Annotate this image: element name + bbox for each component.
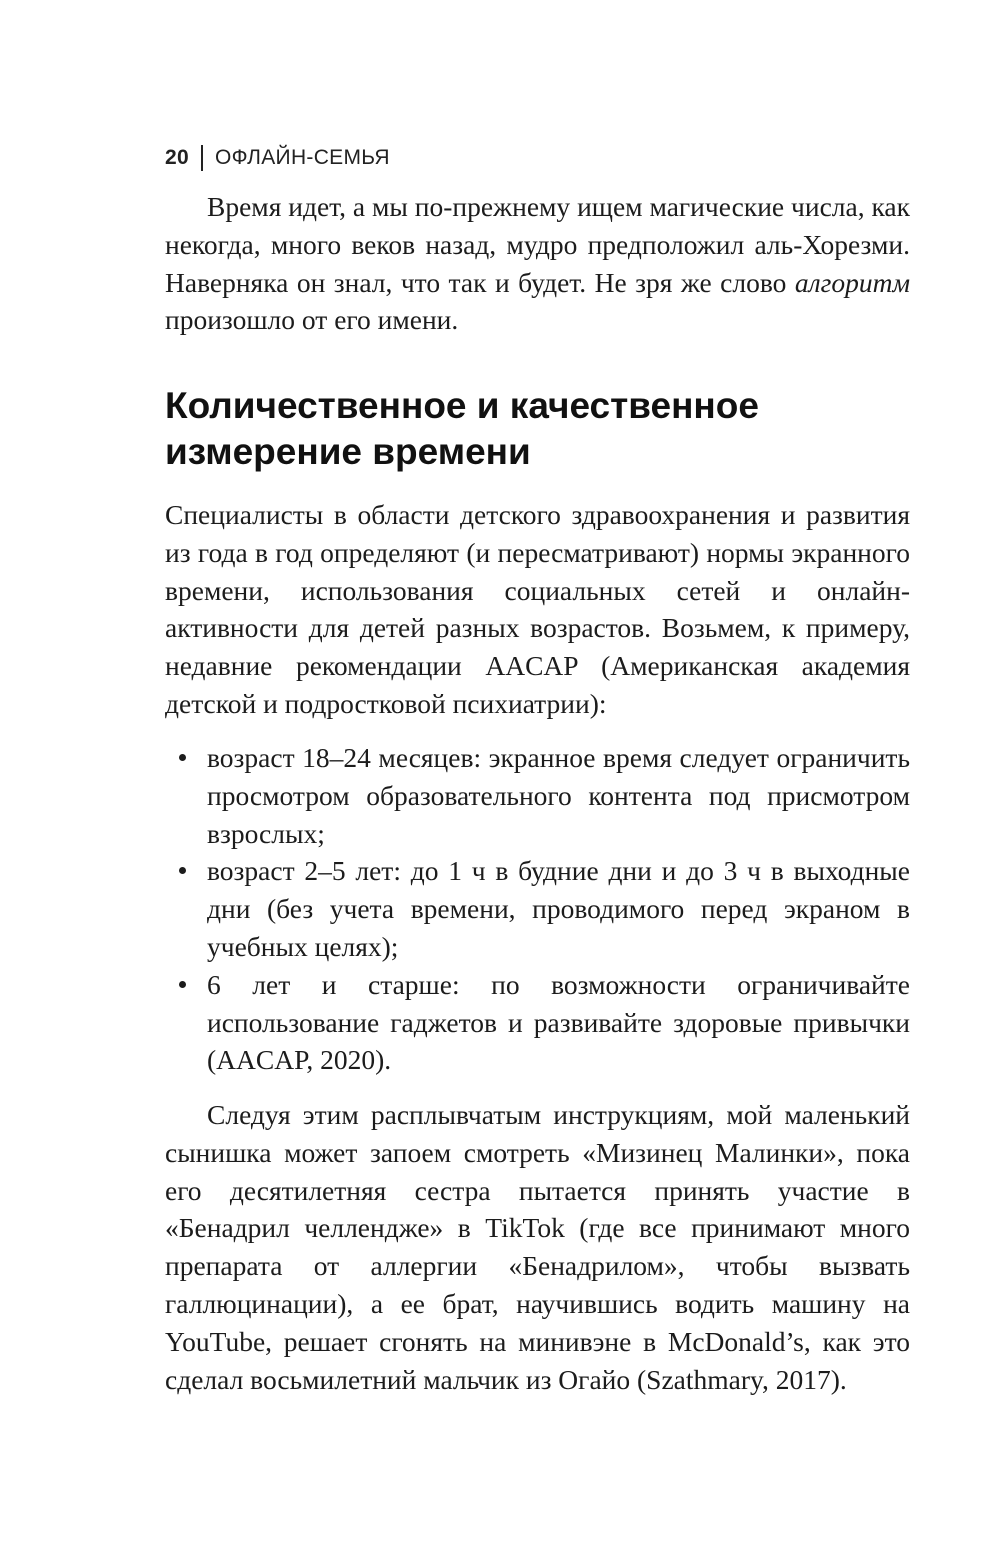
paragraph-intro-text-2: произошло от его имени. bbox=[165, 304, 459, 336]
bullet-icon bbox=[179, 981, 186, 988]
bullet-item bbox=[165, 739, 910, 852]
bullet-text: возраст 2–5 лет: до 1 ч в будние дни и до 3 ч в выходные дни (без учета времени, проводимого перед экраном в учебных целях); bbox=[207, 855, 910, 962]
bullet-text: 6 лет и старше: по возможности ограничивайте использование гаджетов и развивайте здоровые привычки (AACAP, 2020). bbox=[207, 968, 910, 1076]
section-heading-line-2: измерение времени bbox=[165, 431, 531, 472]
bullet-icon bbox=[179, 754, 186, 761]
paragraph-intro bbox=[165, 188, 910, 339]
paragraph-example bbox=[165, 1096, 910, 1398]
header-divider bbox=[201, 145, 203, 171]
paragraph-recommendations-text: Специалисты в области детского здравоохранения и развития из года в год определяют (и пересматривают) нормы экранного времени, использования социальных сетей и онлайн-активности для детей разных возрастов. Возьмем, к примеру, недавние рекомендации AACAP (Американская академия детской и подростковой психиатрии): bbox=[165, 499, 910, 719]
paragraph-intro-text-1: Время идет, а мы по-прежнему ищем магические числа, как некогда, много веков назад, мудро предположил аль-Хорезми. Наверняка он знал, что так и будет. Не зря же слово bbox=[165, 191, 910, 298]
bullet-text: возраст 18–24 месяцев: экранное время следует ограничить просмотром образовательного контента под присмотром взрослых; bbox=[207, 742, 910, 849]
paragraph-recommendations bbox=[165, 496, 910, 723]
section-heading-line-1: Количественное и качественное bbox=[165, 385, 759, 426]
page-number: 20 bbox=[165, 146, 189, 169]
running-head bbox=[165, 143, 390, 173]
italic-term: алгоритм bbox=[794, 266, 910, 298]
bullet-item bbox=[165, 966, 910, 1079]
paragraph-example-text: Следуя этим расплывчатым инструкциям, мой маленький сынишка может запоем смотреть «Мизинец Малинки», пока его десятилетняя сестра пытается принять участие в «Бенадрил челлендже» в TikTok (где все принимают много препарата от аллергии «Бенадрилом», чтобы вызвать галлюцинации), а ее брат, научившись водить машину на YouTube, решает сгонять на минивэне в McDonald’s, как это сделал восьмилетний мальчик из Огайо (Szathmary, 2017). bbox=[165, 1099, 910, 1395]
bullet-list bbox=[165, 739, 910, 1079]
bullet-item bbox=[165, 852, 910, 965]
bullet-icon bbox=[179, 867, 186, 874]
book-title: ОФЛАЙН-СЕМЬЯ bbox=[214, 146, 390, 169]
section-heading bbox=[165, 383, 910, 475]
